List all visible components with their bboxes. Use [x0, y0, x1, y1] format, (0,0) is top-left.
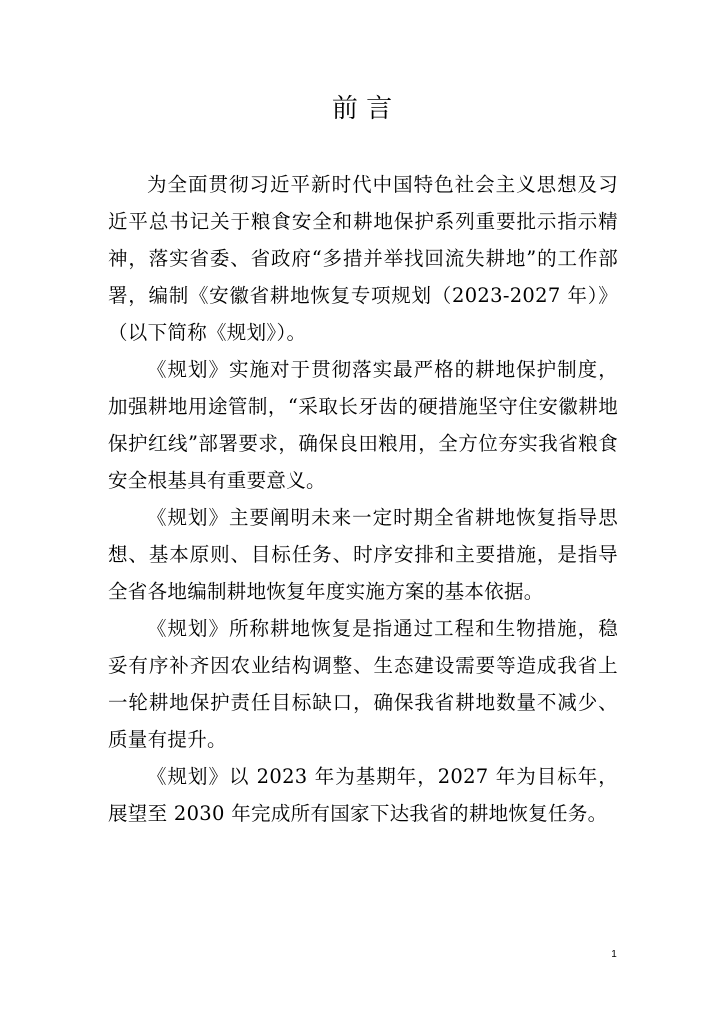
paragraph-2: 《规划》实施对于贯彻落实最严格的耕地保护制度，加强耕地用途管制，“采取长牙齿的硬措施坚守住安徽耕地保护红线”部署要求，确保良田粮用，全方位夯实我省粮食安全根基具有重要意义。 [108, 358, 618, 492]
body-text [108, 166, 618, 832]
paragraph-3: 《规划》主要阐明未来一定时期全省耕地恢复指导思想、基本原则、目标任务、时序安排和主要措施，是指导全省各地编制耕地恢复年度实施方案的基本依据。 [108, 506, 618, 603]
paragraph-4: 《规划》所称耕地恢复是指通过工程和生物措施，稳妥有序补齐因农业结构调整、生态建设需要等造成我省上一轮耕地保护责任目标缺口，确保我省耕地数量不减少、质量有提升。 [108, 617, 618, 751]
paragraph-5: 《规划》以 2023 年为基期年，2027 年为目标年，展望至 2030 年完成所有国家下达我省的耕地恢复任务。 [108, 765, 618, 825]
page-title: 前 言 [331, 94, 393, 124]
paragraph-1: 为全面贯彻习近平新时代中国特色社会主义思想及习近平总书记关于粮食安全和耕地保护系列重要批示指示精神，落实省委、省政府“多措并举找回流失耕地”的工作部署，编制《安徽省耕地恢复专项规划（2023-2027 年）》（以下简称《规划》）。 [108, 173, 618, 344]
page-number: 1 [611, 949, 617, 960]
